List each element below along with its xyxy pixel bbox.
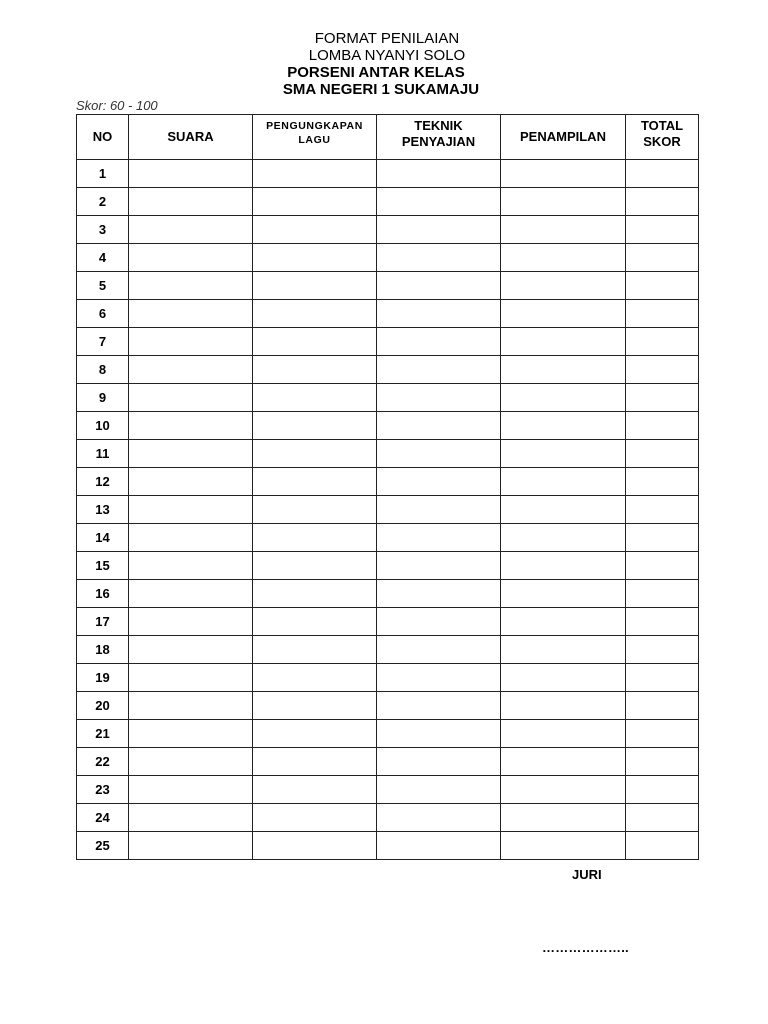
cell-teknik-penyajian[interactable]: [377, 244, 501, 272]
row-number: 25: [77, 832, 129, 860]
cell-suara[interactable]: [129, 692, 253, 720]
row-number: 21: [77, 720, 129, 748]
score-range-note: Skor: 60 - 100: [76, 98, 158, 113]
cell-total-skor[interactable]: [626, 356, 699, 384]
cell-teknik-penyajian[interactable]: [377, 496, 501, 524]
table-row: [77, 384, 699, 412]
header-pengungkapan-lagu: [253, 115, 377, 160]
cell-total-skor[interactable]: [626, 244, 699, 272]
cell-total-skor[interactable]: [626, 216, 699, 244]
row-number: 17: [77, 608, 129, 636]
cell-suara[interactable]: [129, 356, 253, 384]
table-row: [77, 244, 699, 272]
cell-pengungkapan-lagu[interactable]: [253, 440, 377, 468]
cell-teknik-penyajian[interactable]: [377, 832, 501, 860]
table-row: [77, 216, 699, 244]
cell-suara[interactable]: [129, 580, 253, 608]
table-row: [77, 804, 699, 832]
cell-pengungkapan-lagu[interactable]: [253, 328, 377, 356]
juri-label: JURI: [572, 867, 602, 882]
cell-penampilan[interactable]: [501, 664, 626, 692]
row-number: 23: [77, 776, 129, 804]
cell-suara[interactable]: [129, 244, 253, 272]
row-number: 20: [77, 692, 129, 720]
cell-teknik-penyajian[interactable]: [377, 216, 501, 244]
cell-teknik-penyajian[interactable]: [377, 608, 501, 636]
cell-penampilan[interactable]: [501, 748, 626, 776]
cell-teknik-penyajian[interactable]: [377, 748, 501, 776]
table-row: [77, 328, 699, 356]
cell-suara[interactable]: [129, 552, 253, 580]
header-teknik-penyajian: [377, 115, 501, 160]
table-row: [77, 720, 699, 748]
cell-pengungkapan-lagu[interactable]: [253, 748, 377, 776]
cell-suara[interactable]: [129, 608, 253, 636]
cell-penampilan[interactable]: [501, 300, 626, 328]
row-number: 7: [77, 328, 129, 356]
cell-penampilan[interactable]: [501, 776, 626, 804]
cell-pengungkapan-lagu[interactable]: [253, 552, 377, 580]
cell-suara[interactable]: [129, 412, 253, 440]
cell-teknik-penyajian[interactable]: [377, 440, 501, 468]
cell-penampilan[interactable]: [501, 496, 626, 524]
cell-total-skor[interactable]: [626, 664, 699, 692]
cell-teknik-penyajian[interactable]: [377, 188, 501, 216]
header-teknik-line2: PENYAJIAN: [401, 134, 476, 149]
cell-pengungkapan-lagu[interactable]: [253, 412, 377, 440]
cell-total-skor[interactable]: [626, 160, 699, 188]
table-row: [77, 552, 699, 580]
cell-suara[interactable]: [129, 832, 253, 860]
cell-teknik-penyajian[interactable]: [377, 776, 501, 804]
cell-total-skor[interactable]: [626, 636, 699, 664]
cell-pengungkapan-lagu[interactable]: [253, 468, 377, 496]
cell-suara[interactable]: [129, 636, 253, 664]
cell-total-skor[interactable]: [626, 748, 699, 776]
header-pengungkapan-line2: LAGU: [298, 134, 331, 146]
cell-penampilan[interactable]: [501, 804, 626, 832]
cell-suara[interactable]: [129, 720, 253, 748]
cell-penampilan[interactable]: [501, 356, 626, 384]
header-suara: SUARA: [129, 115, 253, 160]
table-row: [77, 692, 699, 720]
cell-pengungkapan-lagu[interactable]: [253, 384, 377, 412]
row-number: 1: [77, 160, 129, 188]
cell-total-skor[interactable]: [626, 524, 699, 552]
cell-suara[interactable]: [129, 300, 253, 328]
row-number: 3: [77, 216, 129, 244]
cell-penampilan[interactable]: [501, 468, 626, 496]
cell-suara[interactable]: [129, 748, 253, 776]
scoring-table: [76, 114, 699, 860]
cell-teknik-penyajian[interactable]: [377, 636, 501, 664]
cell-suara[interactable]: [129, 440, 253, 468]
cell-suara[interactable]: [129, 664, 253, 692]
cell-pengungkapan-lagu[interactable]: [253, 580, 377, 608]
cell-penampilan[interactable]: [501, 328, 626, 356]
cell-total-skor[interactable]: [626, 440, 699, 468]
cell-penampilan[interactable]: [501, 216, 626, 244]
table-row: [77, 524, 699, 552]
table-row: [77, 636, 699, 664]
table-row: [77, 748, 699, 776]
row-number: 8: [77, 356, 129, 384]
cell-penampilan[interactable]: [501, 636, 626, 664]
row-number: 15: [77, 552, 129, 580]
cell-pengungkapan-lagu[interactable]: [253, 804, 377, 832]
cell-total-skor[interactable]: [626, 608, 699, 636]
cell-teknik-penyajian[interactable]: [377, 160, 501, 188]
row-number: 14: [77, 524, 129, 552]
cell-teknik-penyajian[interactable]: [377, 468, 501, 496]
cell-pengungkapan-lagu[interactable]: [253, 160, 377, 188]
cell-penampilan[interactable]: [501, 524, 626, 552]
table-row: [77, 188, 699, 216]
cell-pengungkapan-lagu[interactable]: [253, 720, 377, 748]
cell-penampilan[interactable]: [501, 412, 626, 440]
cell-total-skor[interactable]: [626, 412, 699, 440]
cell-teknik-penyajian[interactable]: [377, 552, 501, 580]
cell-pengungkapan-lagu[interactable]: [253, 188, 377, 216]
cell-penampilan[interactable]: [501, 832, 626, 860]
row-number: 16: [77, 580, 129, 608]
row-number: 4: [77, 244, 129, 272]
table-header-row: [77, 115, 699, 160]
table-row: [77, 776, 699, 804]
cell-penampilan[interactable]: [501, 384, 626, 412]
cell-suara[interactable]: [129, 188, 253, 216]
table-row: [77, 468, 699, 496]
row-number: 2: [77, 188, 129, 216]
table-row: [77, 832, 699, 860]
cell-pengungkapan-lagu[interactable]: [253, 244, 377, 272]
title-line-1: FORMAT PENILAIAN: [314, 30, 460, 47]
cell-suara[interactable]: [129, 776, 253, 804]
title-line-4: SMA NEGERI 1 SUKAMAJU: [282, 81, 480, 98]
row-number: 11: [77, 440, 129, 468]
cell-penampilan[interactable]: [501, 188, 626, 216]
cell-teknik-penyajian[interactable]: [377, 580, 501, 608]
cell-pengungkapan-lagu[interactable]: [253, 832, 377, 860]
row-number: 18: [77, 636, 129, 664]
cell-total-skor[interactable]: [626, 188, 699, 216]
document-title: [0, 30, 768, 98]
row-number: 13: [77, 496, 129, 524]
cell-total-skor[interactable]: [626, 692, 699, 720]
table-row: [77, 412, 699, 440]
header-total-skor: [626, 115, 699, 160]
row-number: 6: [77, 300, 129, 328]
cell-pengungkapan-lagu[interactable]: [253, 496, 377, 524]
cell-teknik-penyajian[interactable]: [377, 328, 501, 356]
table-row: [77, 440, 699, 468]
header-penampilan: PENAMPILAN: [501, 115, 626, 160]
cell-total-skor[interactable]: [626, 468, 699, 496]
cell-suara[interactable]: [129, 384, 253, 412]
cell-penampilan[interactable]: [501, 608, 626, 636]
header-no: NO: [77, 115, 129, 160]
cell-penampilan[interactable]: [501, 272, 626, 300]
header-teknik-line1: TEKNIK: [414, 118, 463, 133]
cell-penampilan[interactable]: [501, 244, 626, 272]
cell-suara[interactable]: [129, 468, 253, 496]
cell-teknik-penyajian[interactable]: [377, 524, 501, 552]
row-number: 24: [77, 804, 129, 832]
cell-penampilan[interactable]: [501, 552, 626, 580]
cell-teknik-penyajian[interactable]: [377, 412, 501, 440]
cell-pengungkapan-lagu[interactable]: [253, 636, 377, 664]
table-row: [77, 356, 699, 384]
cell-teknik-penyajian[interactable]: [377, 384, 501, 412]
cell-penampilan[interactable]: [501, 580, 626, 608]
table-row: [77, 160, 699, 188]
cell-penampilan[interactable]: [501, 720, 626, 748]
cell-total-skor[interactable]: [626, 328, 699, 356]
cell-suara[interactable]: [129, 524, 253, 552]
row-number: 10: [77, 412, 129, 440]
cell-total-skor[interactable]: [626, 552, 699, 580]
cell-suara[interactable]: [129, 496, 253, 524]
row-number: 12: [77, 468, 129, 496]
title-line-3: PORSENI ANTAR KELAS: [287, 64, 465, 81]
table-row: [77, 664, 699, 692]
cell-teknik-penyajian[interactable]: [377, 356, 501, 384]
cell-total-skor[interactable]: [626, 496, 699, 524]
cell-teknik-penyajian[interactable]: [377, 272, 501, 300]
cell-suara[interactable]: [129, 216, 253, 244]
cell-total-skor[interactable]: [626, 300, 699, 328]
cell-pengungkapan-lagu[interactable]: [253, 216, 377, 244]
cell-penampilan[interactable]: [501, 440, 626, 468]
cell-penampilan[interactable]: [501, 160, 626, 188]
table-body: [77, 160, 699, 860]
cell-pengungkapan-lagu[interactable]: [253, 692, 377, 720]
table-row: [77, 496, 699, 524]
row-number: 22: [77, 748, 129, 776]
cell-penampilan[interactable]: [501, 692, 626, 720]
cell-pengungkapan-lagu[interactable]: [253, 608, 377, 636]
cell-total-skor[interactable]: [626, 580, 699, 608]
cell-suara[interactable]: [129, 804, 253, 832]
cell-pengungkapan-lagu[interactable]: [253, 524, 377, 552]
cell-total-skor[interactable]: [626, 720, 699, 748]
cell-pengungkapan-lagu[interactable]: [253, 664, 377, 692]
header-pengungkapan-line1: PENGUNGKAPAN: [266, 120, 363, 132]
cell-teknik-penyajian[interactable]: [377, 664, 501, 692]
row-number: 19: [77, 664, 129, 692]
cell-total-skor[interactable]: [626, 384, 699, 412]
cell-pengungkapan-lagu[interactable]: [253, 356, 377, 384]
title-line-2: LOMBA NYANYI SOLO: [308, 47, 466, 64]
cell-total-skor[interactable]: [626, 272, 699, 300]
row-number: 5: [77, 272, 129, 300]
row-number: 9: [77, 384, 129, 412]
cell-pengungkapan-lagu[interactable]: [253, 300, 377, 328]
cell-teknik-penyajian[interactable]: [377, 692, 501, 720]
cell-teknik-penyajian[interactable]: [377, 300, 501, 328]
header-total-line2: SKOR: [643, 134, 681, 149]
cell-suara[interactable]: [129, 328, 253, 356]
table-row: [77, 608, 699, 636]
cell-teknik-penyajian[interactable]: [377, 720, 501, 748]
header-total-line1: TOTAL: [640, 118, 684, 133]
cell-suara[interactable]: [129, 160, 253, 188]
cell-total-skor[interactable]: [626, 804, 699, 832]
table-row: [77, 300, 699, 328]
cell-suara[interactable]: [129, 272, 253, 300]
cell-pengungkapan-lagu[interactable]: [253, 272, 377, 300]
table-row: [77, 580, 699, 608]
table-row: [77, 272, 699, 300]
cell-total-skor[interactable]: [626, 832, 699, 860]
signature-line: ………………..: [542, 940, 629, 955]
cell-teknik-penyajian[interactable]: [377, 804, 501, 832]
cell-total-skor[interactable]: [626, 776, 699, 804]
cell-pengungkapan-lagu[interactable]: [253, 776, 377, 804]
